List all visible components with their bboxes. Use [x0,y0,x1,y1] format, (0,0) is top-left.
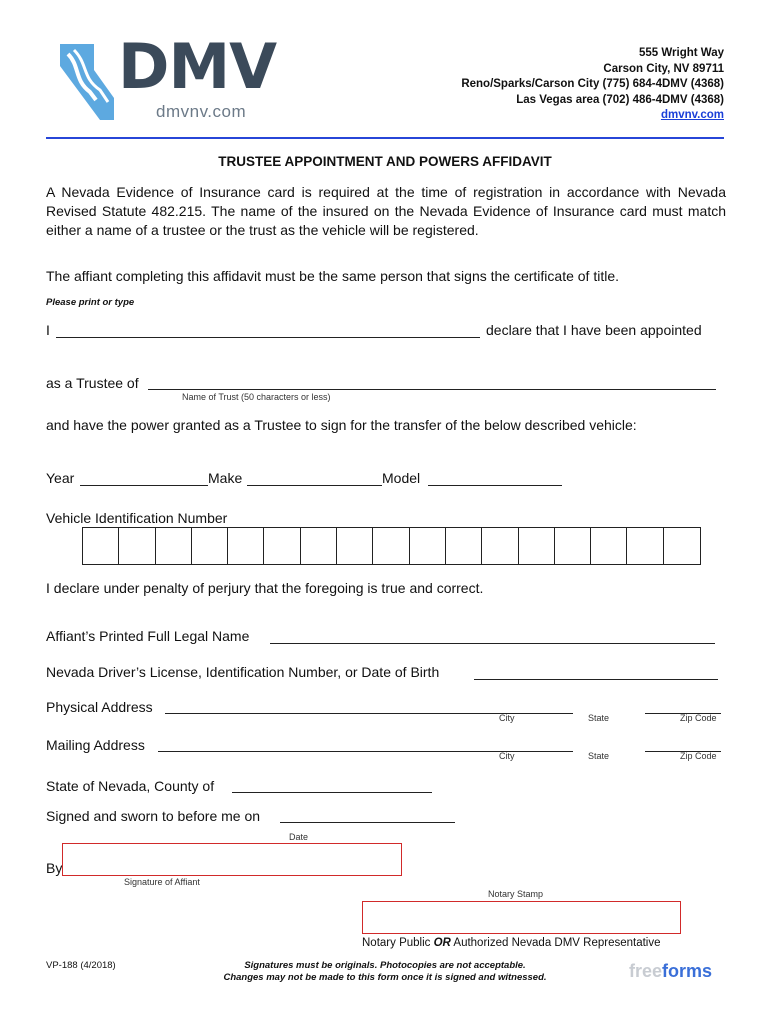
city-caption: City [499,751,515,761]
vin-char-box[interactable] [482,528,518,564]
address-line: Las Vegas area (702) 486-4DMV (4368) [516,93,724,106]
address-line: 555 Wright Way [639,47,724,59]
city-caption: City [499,713,515,723]
perjury-text: I declare under penalty of perjury that the foregoing is true and correct. [46,580,484,596]
model-field[interactable] [428,485,562,486]
brand-part: free [628,961,662,981]
notary-stamp-caption: Notary Stamp [488,889,544,899]
form-title: TRUSTEE APPOINTMENT AND POWERS AFFIDAVIT [218,154,552,169]
website-link[interactable]: dmvnv.com [660,109,724,121]
notary-signature-field[interactable] [362,901,681,934]
by-label: By [46,860,63,876]
affiant-name-label: Affiant’s Printed Full Legal Name [46,628,250,644]
sworn-label: Signed and sworn to before me on [46,808,261,824]
trust-name-field[interactable] [148,389,716,390]
make-label: Make [208,470,243,486]
signature-caption: Signature of Affiant [124,877,200,887]
vin-boxes [82,527,701,565]
intro-paragraph: A Nevada Evidence of Insurance card is required at the time of registration in accordance with Nevada Revised Statute 482.215. The name of the insured on the Nevada Evidence of Insurance card must match either a name of a trustee or the trust as the vehicle will be registered. [46,184,726,238]
trustee-name-field[interactable] [56,337,480,338]
mailing-address-label: Mailing Address [46,737,145,753]
dl-label: Nevada Driver’s License, Identification Number, or Date of Birth [46,664,440,680]
address-line: Carson City, NV 89711 [603,62,724,75]
affiant-name-field[interactable] [270,643,715,644]
dl-field[interactable] [474,679,718,680]
logo-url: dmvnv.com [156,102,247,121]
county-field[interactable] [232,792,432,793]
nevada-road-icon [60,40,114,120]
vin-char-box[interactable] [519,528,555,564]
address-line: Reno/Sparks/Carson City (775) 684-4DMV (4368) [461,78,724,90]
vin-label: Vehicle Identification Number [46,510,228,526]
brand-part: forms [661,961,712,981]
date-caption: Date [289,832,309,842]
physical-address-label: Physical Address [46,699,153,715]
vin-char-box[interactable] [664,528,700,564]
vin-char-box[interactable] [627,528,663,564]
make-field[interactable] [247,485,382,486]
state-caption: State [588,751,610,761]
freeforms-logo [629,961,712,982]
header-divider [46,137,724,139]
affiant-signature-field[interactable] [62,843,402,876]
year-field[interactable] [80,485,208,486]
footer-note-line: Changes may not be made to this form once it is signed and witnessed. [223,972,547,983]
zip-caption: Zip Code [680,751,717,761]
dmv-address [461,46,724,124]
vin-char-box[interactable] [410,528,446,564]
state-caption: State [588,713,610,723]
vin-char-box[interactable] [83,528,119,564]
trust-caption: Name of Trust (50 characters or less) [182,392,331,402]
dmv-logo [60,30,310,121]
form-id: VP-188 (4/2018) [46,960,116,971]
vin-char-box[interactable] [337,528,373,564]
vin-char-box[interactable] [373,528,409,564]
print-note: Please print or type [46,297,135,308]
power-text: and have the power granted as a Trustee to sign for the transfer of the below described vehicle: [46,417,637,433]
affiant-note: The affiant completing this affidavit must be the same person that signs the certificate of title. [46,268,620,284]
vin-char-box[interactable] [264,528,300,564]
zip-caption: Zip Code [680,713,717,723]
trustee-label: as a Trustee of [46,375,139,391]
sworn-date-field[interactable] [280,822,455,823]
vin-char-box[interactable] [301,528,337,564]
footer-note-line: Signatures must be originals. Photocopies are not acceptable. [244,960,526,971]
year-label: Year [46,470,75,486]
declare-label: declare that I have been appointed [486,322,702,338]
vin-char-box[interactable] [446,528,482,564]
logo-text: DMV [118,30,277,103]
notary-pre: Notary Public [362,937,434,949]
vin-char-box[interactable] [591,528,627,564]
notary-caption [362,937,661,949]
vin-char-box[interactable] [228,528,264,564]
vin-char-box[interactable] [156,528,192,564]
model-label: Model [382,470,421,486]
i-label: I [46,322,50,338]
notary-or: OR [433,937,451,949]
vin-char-box[interactable] [555,528,591,564]
vin-char-box[interactable] [192,528,228,564]
county-label: State of Nevada, County of [46,778,215,794]
notary-post: Authorized Nevada DMV Representative [450,937,661,949]
vin-char-box[interactable] [119,528,155,564]
